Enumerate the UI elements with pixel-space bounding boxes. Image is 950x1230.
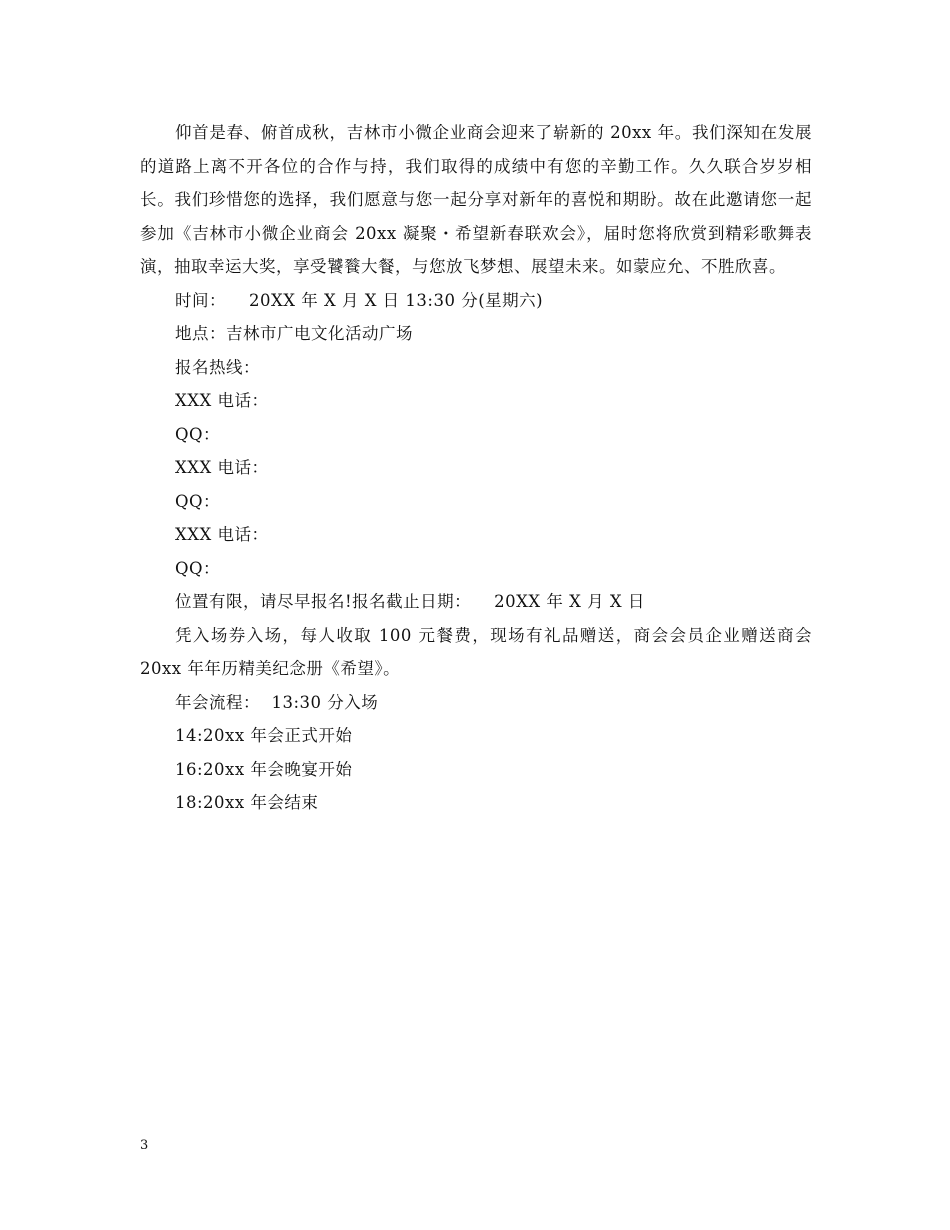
contact-phone-3: XXX 电话： [175,525,269,544]
ticket-paragraph: 凭入场券入场，每人收取 100 元餐费，现场有礼品赠送，商会会员企业赠送商会 20xx 年年历精美纪念册《希望》。 [140,625,812,678]
event-time: 时间： 20XX 年 X 月 X 日 13:30 分(星期六) [175,290,544,310]
registration-hotline-label: 报名热线： [175,357,260,377]
event-location: 地点：吉林市广电文化活动广场 [175,324,413,343]
contact-qq-2: QQ： [175,491,221,511]
invitation-paragraph: 仰首是春、俯首成秋，吉林市小微企业商会迎来了崭新的 20xx 年。我们深知在发展的道路上离不开各位的合作与持，我们取得的成绩中有您的辛勤工作。久久联合岁岁相长。我们珍惜您的选择，我们愿意与您一起分享对新年的喜悦和期盼。故在此邀请您一起参加《吉林市小微企业商会 20xx 凝聚・希望新春联欢会》，届时您将欣赏到精彩歌舞表演，抽取幸运大奖，享受饕餮大餐，与您放飞梦想、展望未来。如蒙应允、不胜欣喜。 [140,123,812,276]
schedule-item: 18:20xx 年会结束 [175,793,319,812]
contact-qq-1: QQ： [175,424,221,444]
registration-deadline: 位置有限，请尽早报名!报名截止日期： 20XX 年 X 月 X 日 [175,592,645,611]
schedule-item: 16:20xx 年会晚宴开始 [175,759,353,779]
document-body [140,116,812,820]
page-number: 3 [140,1138,149,1153]
schedule-item: 年会流程： 13:30 分入场 [175,692,379,712]
contact-phone-1: XXX 电话： [175,391,269,410]
contact-qq-3: QQ： [175,558,221,578]
schedule-item: 14:20xx 年会正式开始 [175,726,353,745]
contact-phone-2: XXX 电话： [175,458,269,477]
